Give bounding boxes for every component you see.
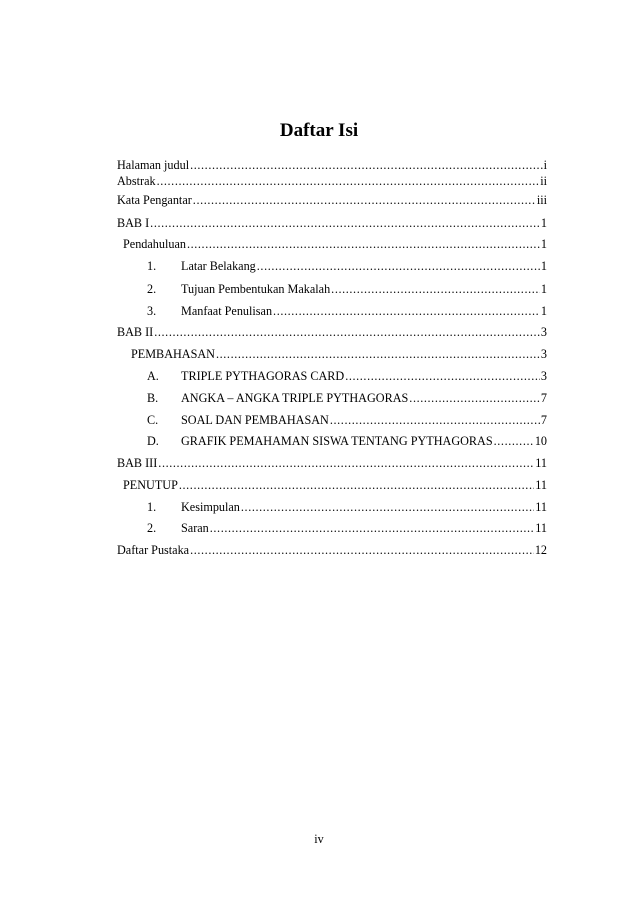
toc-leader-dots — [345, 368, 540, 384]
toc-leader-dots — [158, 455, 534, 471]
toc-entry-label: Kata Pengantar — [117, 193, 192, 207]
toc-entry-number: 1. — [147, 500, 157, 514]
toc-entry-page: 3 — [540, 369, 547, 383]
toc-entry-page: 1 — [540, 237, 547, 251]
toc-entry-number: C. — [147, 413, 159, 427]
toc-leader-dots — [193, 192, 536, 208]
toc-leader-dots — [157, 173, 540, 189]
toc-entry-page: 11 — [535, 478, 547, 492]
toc-entry-label: Abstrak — [117, 174, 156, 188]
toc-leader-dots — [154, 324, 540, 340]
toc-leader-dots — [257, 258, 540, 274]
toc-entry-angka-triple[interactable] — [117, 390, 547, 406]
toc-entry-page: 3 — [540, 347, 547, 361]
toc-entry-label: Pendahuluan — [123, 237, 186, 251]
toc-leader-dots — [216, 346, 540, 362]
toc-leader-dots — [409, 390, 540, 406]
toc-entry-number: A. — [147, 369, 159, 383]
toc-entry-page: 1 — [540, 304, 547, 318]
toc-entry-triple-pythagoras-card[interactable] — [117, 368, 547, 384]
toc-entry-number: 3. — [147, 304, 157, 318]
toc-entry-page: 7 — [540, 413, 547, 427]
toc-leader-dots — [179, 477, 534, 493]
toc-entry-bab-1[interactable] — [117, 215, 547, 231]
toc-entry-manfaat[interactable] — [117, 303, 547, 319]
toc-entry-daftar-pustaka[interactable] — [117, 542, 547, 558]
toc-entry-number: D. — [147, 434, 159, 448]
toc-entry-number: 2. — [147, 282, 157, 296]
toc-entry-label: Latar Belakang — [181, 259, 256, 273]
toc-entry-label: Saran — [181, 521, 209, 535]
toc-entry-label: Kesimpulan — [181, 500, 240, 514]
toc-entry-page: 11 — [535, 521, 547, 535]
toc-entry-page: ii — [540, 174, 547, 188]
toc-entry-label: GRAFIK PEMAHAMAN SISWA TENTANG PYTHAGORAS — [181, 434, 493, 448]
toc-entry-kesimpulan[interactable] — [117, 499, 547, 515]
toc-leader-dots — [190, 157, 543, 173]
toc-entry-bab-2[interactable] — [117, 324, 547, 340]
toc-entry-label: Halaman judul — [117, 158, 190, 172]
toc-leader-dots — [150, 215, 540, 231]
toc-entry-latar-belakang[interactable] — [117, 258, 547, 274]
toc-entry-number: 1. — [147, 259, 157, 273]
toc-entry-label: BAB III — [117, 456, 158, 470]
toc-entry-penutup[interactable] — [117, 477, 547, 493]
toc-entry-page: iii — [536, 193, 547, 207]
toc-entry-soal[interactable] — [117, 412, 547, 428]
toc-entry-number: B. — [147, 391, 159, 405]
toc-entry-grafik[interactable] — [117, 433, 547, 449]
toc-entry-label: PEMBAHASAN — [131, 347, 215, 361]
toc-entry-kata-pengantar[interactable] — [117, 192, 547, 208]
toc-entry-label: ANGKA – ANGKA TRIPLE PYTHAGORAS — [181, 391, 409, 405]
toc-entry-number: 2. — [147, 521, 157, 535]
toc-entry-page: 10 — [534, 434, 547, 448]
toc-leader-dots — [273, 303, 540, 319]
toc-entry-page: 11 — [535, 500, 547, 514]
toc-entry-pembahasan[interactable] — [117, 346, 547, 362]
toc-entry-abstrak[interactable] — [117, 173, 547, 189]
toc-entry-page: 3 — [540, 325, 547, 339]
toc-leader-dots — [331, 281, 540, 297]
toc-entry-label: BAB I — [117, 216, 150, 230]
toc-entry-saran[interactable] — [117, 520, 547, 536]
toc-entry-page: 1 — [540, 259, 547, 273]
toc-entry-label: Tujuan Pembentukan Makalah — [181, 282, 331, 296]
toc-leader-dots — [330, 412, 540, 428]
toc-leader-dots — [494, 433, 534, 449]
toc-leader-dots — [190, 542, 534, 558]
toc-entry-halaman-judul[interactable] — [117, 157, 547, 173]
toc-entry-label: BAB II — [117, 325, 154, 339]
page-number: iv — [314, 832, 324, 846]
toc-entry-page: 1 — [540, 216, 547, 230]
toc-entry-label: PENUTUP — [123, 478, 178, 492]
toc-entry-label: Daftar Pustaka — [117, 543, 190, 557]
toc-entry-page: 7 — [540, 391, 547, 405]
toc-leader-dots — [241, 499, 534, 515]
toc-entry-page: 11 — [535, 456, 547, 470]
toc-entry-pendahuluan[interactable] — [117, 236, 547, 252]
toc-leader-dots — [210, 520, 535, 536]
toc-entry-page: 12 — [534, 543, 547, 557]
toc-entry-label: SOAL DAN PEMBAHASAN — [181, 413, 329, 427]
toc-entry-label: Manfaat Penulisan — [181, 304, 273, 318]
toc-entry-page: 1 — [540, 282, 547, 296]
toc-entry-label: TRIPLE PYTHAGORAS CARD — [181, 369, 345, 383]
toc-entry-tujuan[interactable] — [117, 281, 547, 297]
toc-entry-bab-3[interactable] — [117, 455, 547, 471]
toc-leader-dots — [187, 236, 540, 252]
toc-entry-page: i — [543, 158, 547, 172]
page-title: Daftar Isi — [279, 120, 359, 141]
